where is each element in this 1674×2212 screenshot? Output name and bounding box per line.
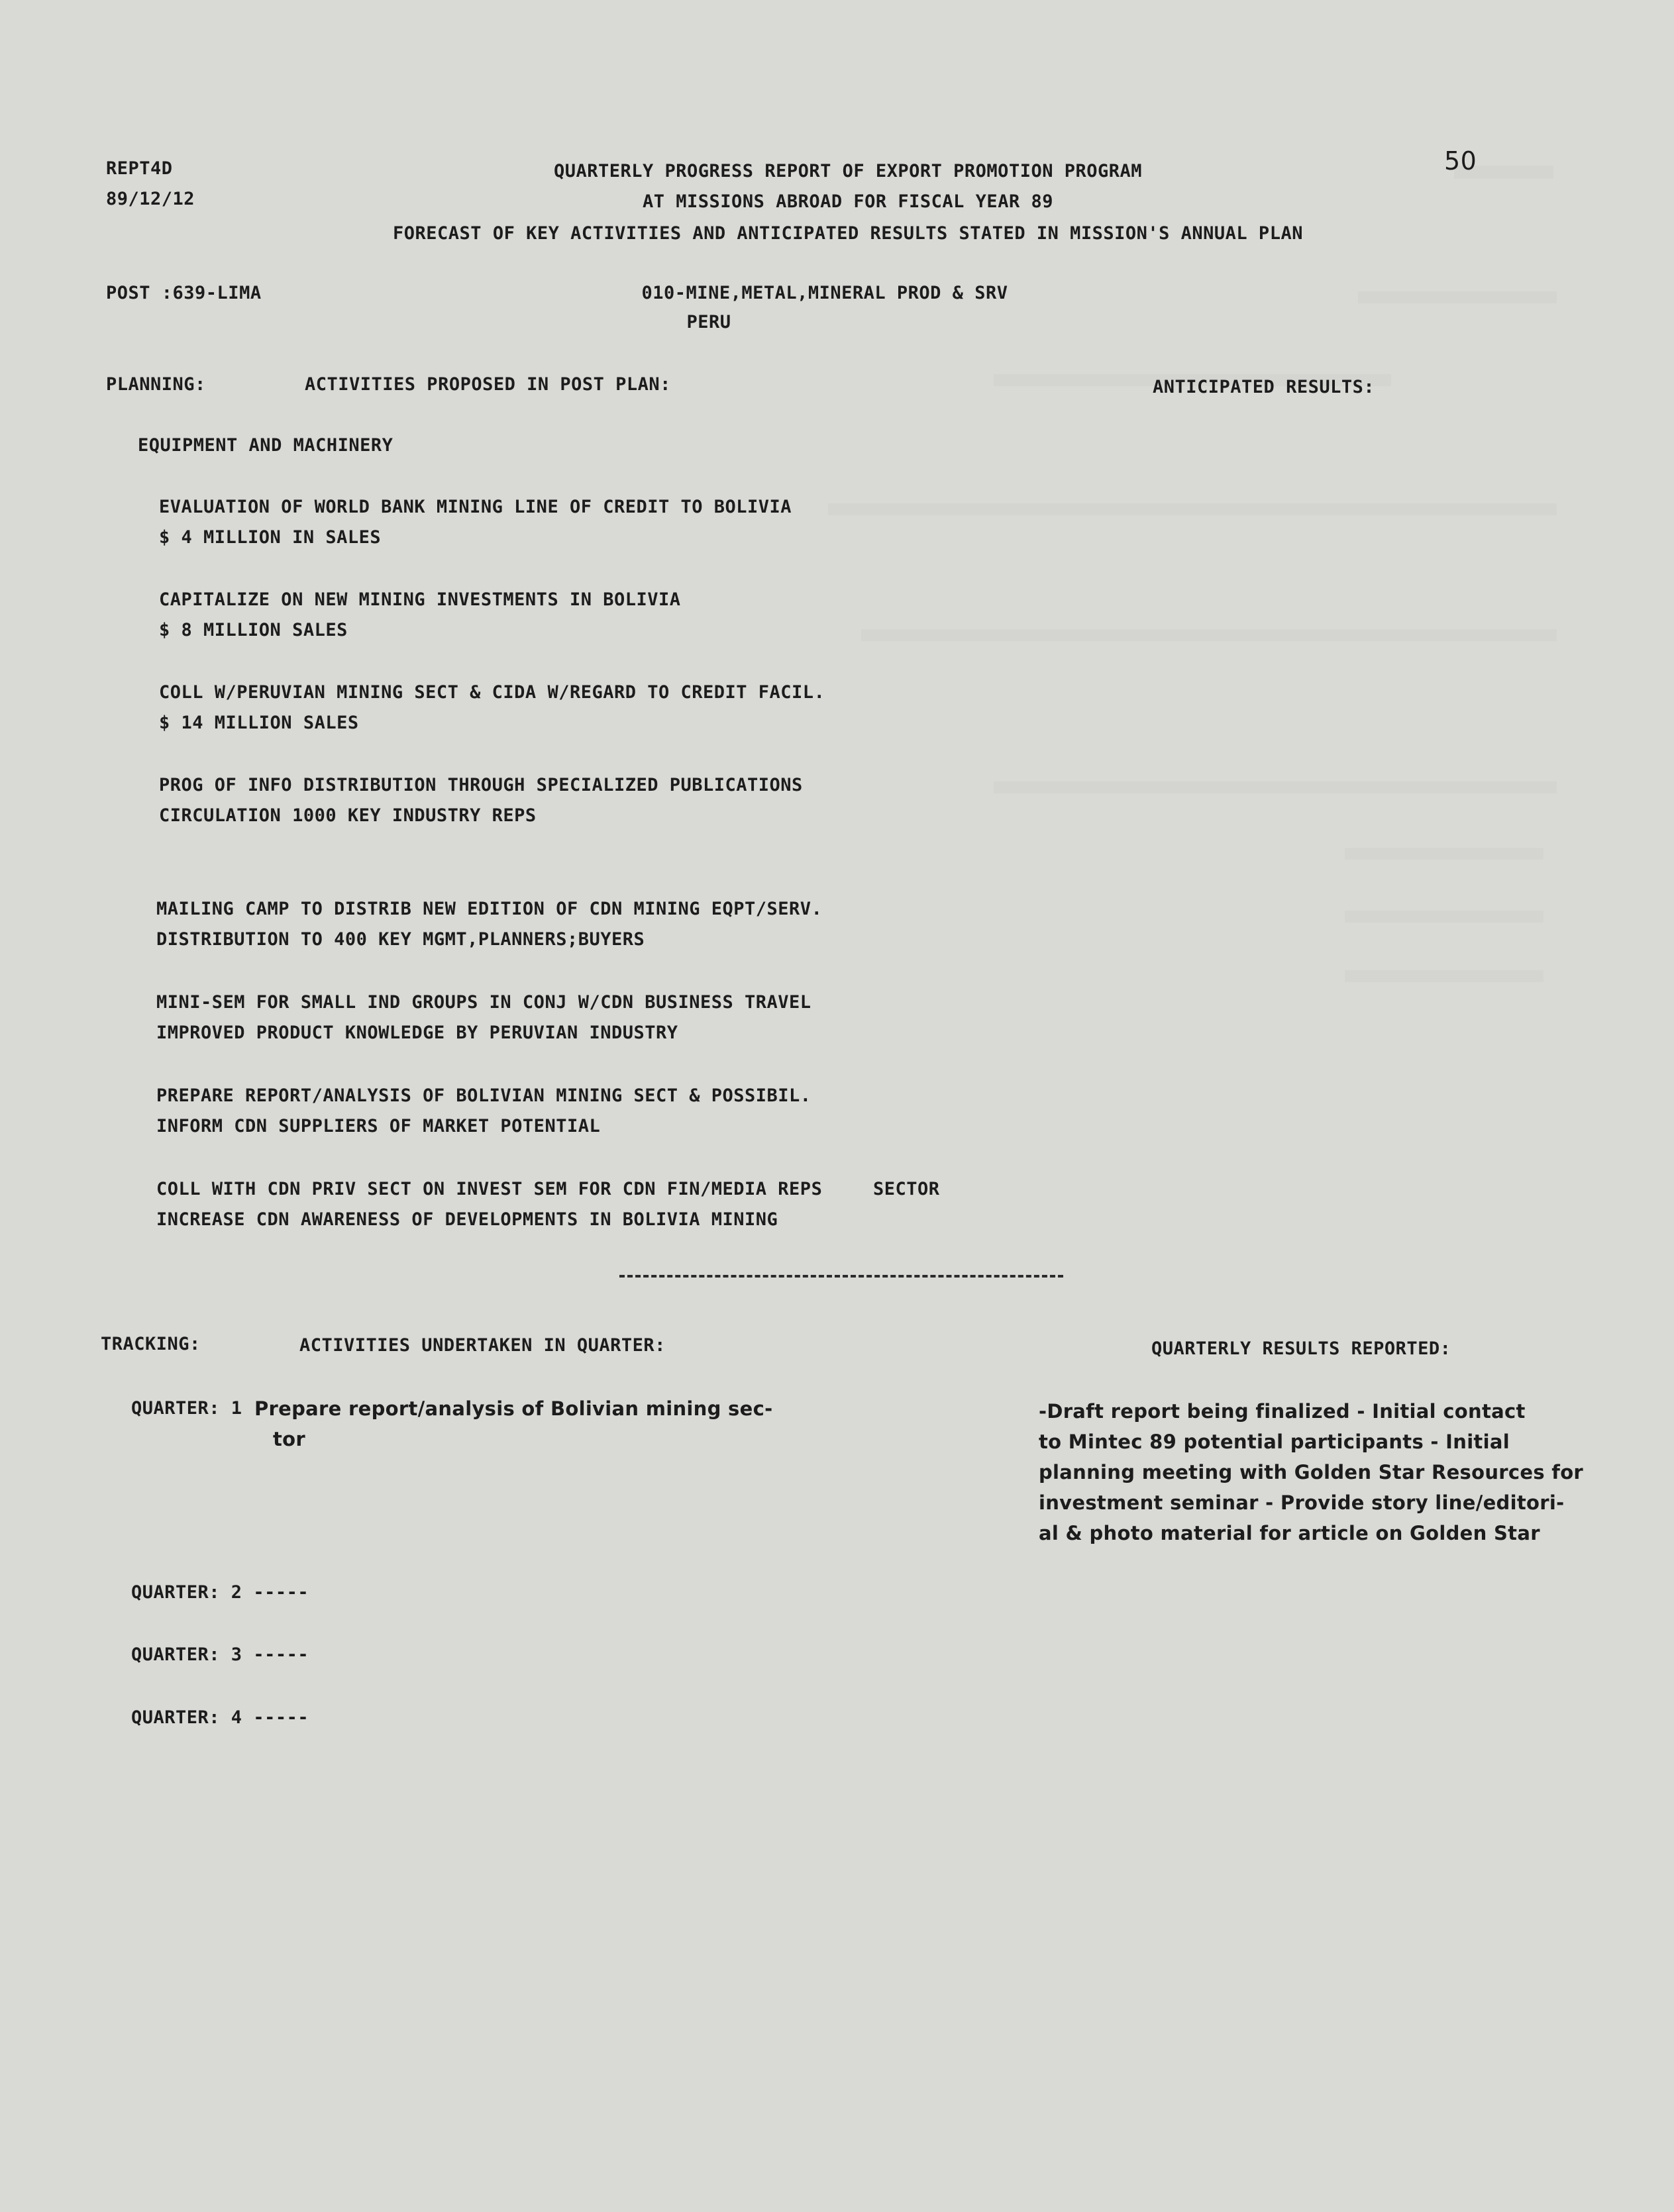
planning-item-result: DISTRIBUTION TO 400 KEY MGMT,PLANNERS;BUYERS — [156, 929, 645, 950]
planning-activities-header: ACTIVITIES PROPOSED IN POST PLAN: — [305, 374, 671, 395]
planning-item-result: $ 4 MILLION IN SALES — [159, 527, 382, 548]
planning-label: PLANNING: — [106, 374, 206, 395]
planning-item — [156, 1174, 822, 1235]
tracking-activities-header: ACTIVITIES UNDERTAKEN IN QUARTER: — [299, 1335, 666, 1356]
planning-item — [159, 585, 681, 646]
quarter-1-activity — [254, 1393, 772, 1454]
quarter-1-label: QUARTER: 1 — [131, 1398, 242, 1419]
report-title-line-3: FORECAST OF KEY ACTIVITIES AND ANTICIPATED RESULTS STATED IN MISSION'S ANNUAL PLAN — [393, 223, 1303, 244]
quarter-1-result-line: planning meeting with Golden Star Resources for — [1039, 1461, 1584, 1483]
quarter-1-activity-line: tor — [273, 1428, 305, 1450]
quarter-1-result-line: to Mintec 89 potential participants - Initial — [1039, 1431, 1510, 1453]
page-number: 50 — [1444, 146, 1477, 176]
planning-results-header: ANTICIPATED RESULTS: — [1153, 377, 1375, 397]
sector-label: 010-MINE,METAL,MINERAL PROD & SRV — [641, 283, 1008, 303]
planning-item-result: INFORM CDN SUPPLIERS OF MARKET POTENTIAL — [156, 1116, 601, 1136]
planning-item — [159, 678, 825, 738]
planning-item-activity: PREPARE REPORT/ANALYSIS OF BOLIVIAN MINING SECT & POSSIBIL. — [156, 1085, 811, 1106]
planning-item-result: INCREASE CDN AWARENESS OF DEVELOPMENTS IN BOLIVIA MINING — [156, 1209, 778, 1230]
tracking-results-header: QUARTERLY RESULTS REPORTED: — [1151, 1338, 1451, 1359]
quarter-4-activity: ----- — [253, 1707, 309, 1728]
planning-item — [156, 894, 822, 955]
quarter-3-row — [131, 1640, 309, 1670]
planning-item-result: $ 8 MILLION SALES — [159, 620, 348, 640]
quarter-3-activity: ----- — [253, 1644, 309, 1665]
planning-item-activity: COLL W/PERUVIAN MINING SECT & CIDA W/REGARD TO CREDIT FACIL. — [159, 682, 825, 703]
post-label: POST :639-LIMA — [106, 283, 262, 303]
quarter-1-result-line: al & photo material for article on Golden Star — [1039, 1522, 1540, 1544]
quarter-2-label: QUARTER: 2 — [131, 1582, 242, 1603]
quarter-1-result-line: -Draft report being finalized - Initial contact — [1039, 1400, 1526, 1423]
quarter-1-activity-line: Prepare report/analysis of Bolivian mining sec- — [254, 1397, 773, 1420]
quarter-2-activity: ----- — [253, 1582, 309, 1603]
planning-category: EQUIPMENT AND MACHINERY — [138, 435, 393, 456]
planning-item-activity: COLL WITH CDN PRIV SECT ON INVEST SEM FOR CDN FIN/MEDIA REPS — [156, 1179, 823, 1199]
tracking-label: TRACKING: — [101, 1334, 201, 1354]
section-divider — [619, 1275, 1063, 1278]
planning-item-activity: PROG OF INFO DISTRIBUTION THROUGH SPECIALIZED PUBLICATIONS — [159, 775, 803, 795]
planning-item-result: $ 14 MILLION SALES — [159, 713, 359, 733]
country-label: PERU — [686, 312, 731, 332]
quarter-3-label: QUARTER: 3 — [131, 1644, 242, 1665]
quarter-4-label: QUARTER: 4 — [131, 1707, 242, 1728]
report-title-line-2: AT MISSIONS ABROAD FOR FISCAL YEAR 89 — [643, 191, 1053, 212]
planning-item-result: CIRCULATION 1000 KEY INDUSTRY REPS — [159, 805, 537, 826]
planning-item — [159, 770, 803, 831]
planning-item-activity: EVALUATION OF WORLD BANK MINING LINE OF CREDIT TO BOLIVIA — [159, 497, 792, 517]
planning-item — [156, 1081, 811, 1142]
report-code: REPT4D — [106, 158, 173, 179]
quarter-1-results — [1039, 1396, 1583, 1548]
planning-item-result: IMPROVED PRODUCT KNOWLEDGE BY PERUVIAN INDUSTRY — [156, 1023, 678, 1043]
planning-item-activity: CAPITALIZE ON NEW MINING INVESTMENTS IN BOLIVIA — [159, 589, 681, 610]
planning-item-activity: MINI-SEM FOR SMALL IND GROUPS IN CONJ W/CDN BUSINESS TRAVEL — [156, 992, 811, 1013]
planning-item-sector-label: SECTOR — [873, 1179, 940, 1199]
report-date: 89/12/12 — [106, 189, 195, 209]
quarter-1-result-line: investment seminar - Provide story line/editori- — [1039, 1491, 1565, 1514]
quarter-4-row — [131, 1703, 309, 1733]
planning-item-activity: MAILING CAMP TO DISTRIB NEW EDITION OF CDN MINING EQPT/SERV. — [156, 899, 823, 919]
quarter-2-row — [131, 1578, 309, 1608]
report-title-line-1: QUARTERLY PROGRESS REPORT OF EXPORT PROMOTION PROGRAM — [553, 161, 1143, 181]
planning-item — [156, 987, 811, 1048]
planning-item — [159, 492, 792, 553]
